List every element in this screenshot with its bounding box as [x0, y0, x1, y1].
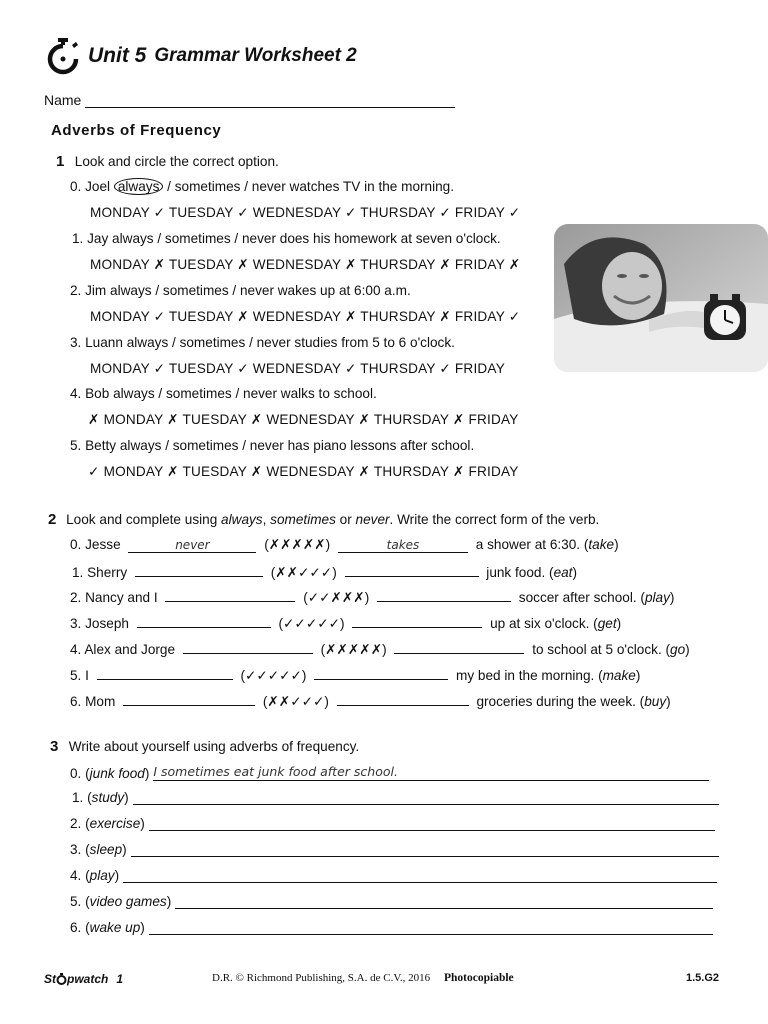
ex1-item-4: 4. Bob always / sometimes / never walks to school.: [70, 386, 377, 401]
ex1-days-4: ✗ MONDAY ✗ TUESDAY ✗ WEDNESDAY ✗ THURSDAY ✗ FRIDAY: [88, 412, 519, 427]
blank-verb[interactable]: [314, 666, 448, 680]
ex3-item-4: 4. ( play ): [70, 868, 717, 883]
answer-line[interactable]: [123, 868, 717, 883]
blank-adverb[interactable]: [137, 614, 271, 628]
unit-title: Unit 5: [88, 44, 147, 67]
ex2-item-0: 0. Jesse never (✗✗✗✗✗) takes a shower at 6:30. (take): [70, 537, 619, 552]
girl-alarm-clock-photo: [554, 224, 768, 372]
fill-verb: takes: [338, 538, 468, 553]
blank-adverb[interactable]: [135, 563, 263, 577]
footer-photocopiable: Photocopiable: [444, 972, 514, 984]
ex2-item-3: 3. Joseph (✓✓✓✓✓) up at six o'clock. (get): [70, 616, 622, 631]
ex1-number: 1: [56, 153, 65, 170]
ex1-days-0: MONDAY ✓ TUESDAY ✓ WEDNESDAY ✓ THURSDAY ✓ FRIDAY ✓: [90, 205, 521, 220]
worksheet-title: Grammar Worksheet 2: [154, 45, 357, 66]
ex1-heading: [56, 153, 279, 171]
fill-adverb: never: [128, 538, 256, 553]
ex1-item-5: 5. Betty always / sometimes / never has piano lessons after school.: [70, 438, 475, 453]
ex2-item-6: 6. Mom (✗✗✓✓✓) groceries during the week. (buy): [70, 694, 671, 709]
blank-adverb[interactable]: [123, 692, 255, 706]
answer-line[interactable]: [175, 894, 713, 909]
ex2-item-2: 2. Nancy and I (✓✓✗✗✗) soccer after school. (play): [70, 590, 675, 605]
blank-verb[interactable]: [345, 563, 479, 577]
blank-adverb[interactable]: [183, 640, 313, 654]
blank-verb[interactable]: [394, 640, 524, 654]
name-label: Name: [44, 92, 82, 108]
ex1-instruction: Look and circle the correct option.: [74, 154, 279, 169]
footer-level: 1: [116, 972, 124, 986]
answer-line[interactable]: [133, 790, 719, 805]
name-field[interactable]: [85, 93, 455, 108]
ex1-item-2: 2. Jim always / sometimes / never wakes up at 6:00 a.m.: [70, 283, 411, 298]
ex3-item-6: 6. ( wake up ): [70, 920, 713, 935]
circled-answer: always: [114, 178, 164, 195]
ex3-item-2: 2. ( exercise ): [70, 816, 715, 831]
stopwatch-logo-icon: [46, 37, 80, 75]
ex2-heading: 2 Look and complete using always, sometimes or never. Write the correct form of the verb.: [48, 511, 600, 528]
stopwatch-o-icon: [56, 973, 67, 985]
answer-line[interactable]: [149, 816, 715, 831]
worksheet-header: [46, 36, 357, 76]
blank-adverb[interactable]: [165, 588, 295, 602]
answer-line[interactable]: [149, 920, 713, 935]
ex1-days-5: ✓ MONDAY ✗ TUESDAY ✗ WEDNESDAY ✗ THURSDAY ✗ FRIDAY: [88, 464, 519, 479]
name-row: [44, 92, 455, 108]
blank-verb[interactable]: [337, 692, 469, 706]
footer-code: 1.5.G2: [686, 972, 720, 984]
ex3-item-0: 0. ( junk food ) I sometimes eat junk food after school.: [70, 764, 709, 781]
section-title: Adverbs of Frequency: [51, 122, 222, 139]
ex3-heading: [50, 738, 359, 756]
ex2-item-1: 1. Sherry (✗✗✓✓✓) junk food. (eat): [72, 565, 577, 580]
footer-copyright: D.R. © Richmond Publishing, S.A. de C.V., 2016: [212, 972, 431, 984]
ex3-number: 3: [50, 738, 59, 755]
ex1-days-3: MONDAY ✓ TUESDAY ✓ WEDNESDAY ✓ THURSDAY ✓ FRIDAY: [90, 361, 505, 376]
ex3-item-5: 5. ( video games ): [70, 894, 713, 909]
ex3-instruction: Write about yourself using adverbs of frequency.: [68, 739, 360, 754]
ex2-item-5: 5. I (✓✓✓✓✓) my bed in the morning. (make): [70, 668, 641, 683]
blank-adverb[interactable]: [97, 666, 233, 680]
ex1-days-1: MONDAY ✗ TUESDAY ✗ WEDNESDAY ✗ THURSDAY ✗ FRIDAY ✗: [90, 257, 521, 272]
blank-verb[interactable]: [352, 614, 482, 628]
answer-line: I sometimes eat junk food after school.: [153, 764, 709, 781]
ex1-item-3: 3. Luann always / sometimes / never studies from 5 to 6 o'clock.: [70, 335, 455, 350]
ex2-number: 2: [48, 511, 57, 528]
ex1-days-2: MONDAY ✓ TUESDAY ✗ WEDNESDAY ✗ THURSDAY ✗ FRIDAY ✓: [90, 309, 521, 324]
blank-verb[interactable]: [377, 588, 511, 602]
answer-line[interactable]: [131, 842, 719, 857]
ex3-item-3: 3. ( sleep ): [70, 842, 719, 857]
ex2-item-4: 4. Alex and Jorge (✗✗✗✗✗) to school at 5 o'clock. (go): [70, 642, 690, 657]
ex3-item-1: 1. ( study ): [72, 790, 719, 805]
ex1-item-0: 0. Joel always / sometimes / never watches TV in the morning.: [70, 179, 455, 194]
footer-brand: St pwatch 1: [44, 972, 124, 986]
ex1-item-1: 1. Jay always / sometimes / never does his homework at seven o'clock.: [72, 231, 501, 246]
